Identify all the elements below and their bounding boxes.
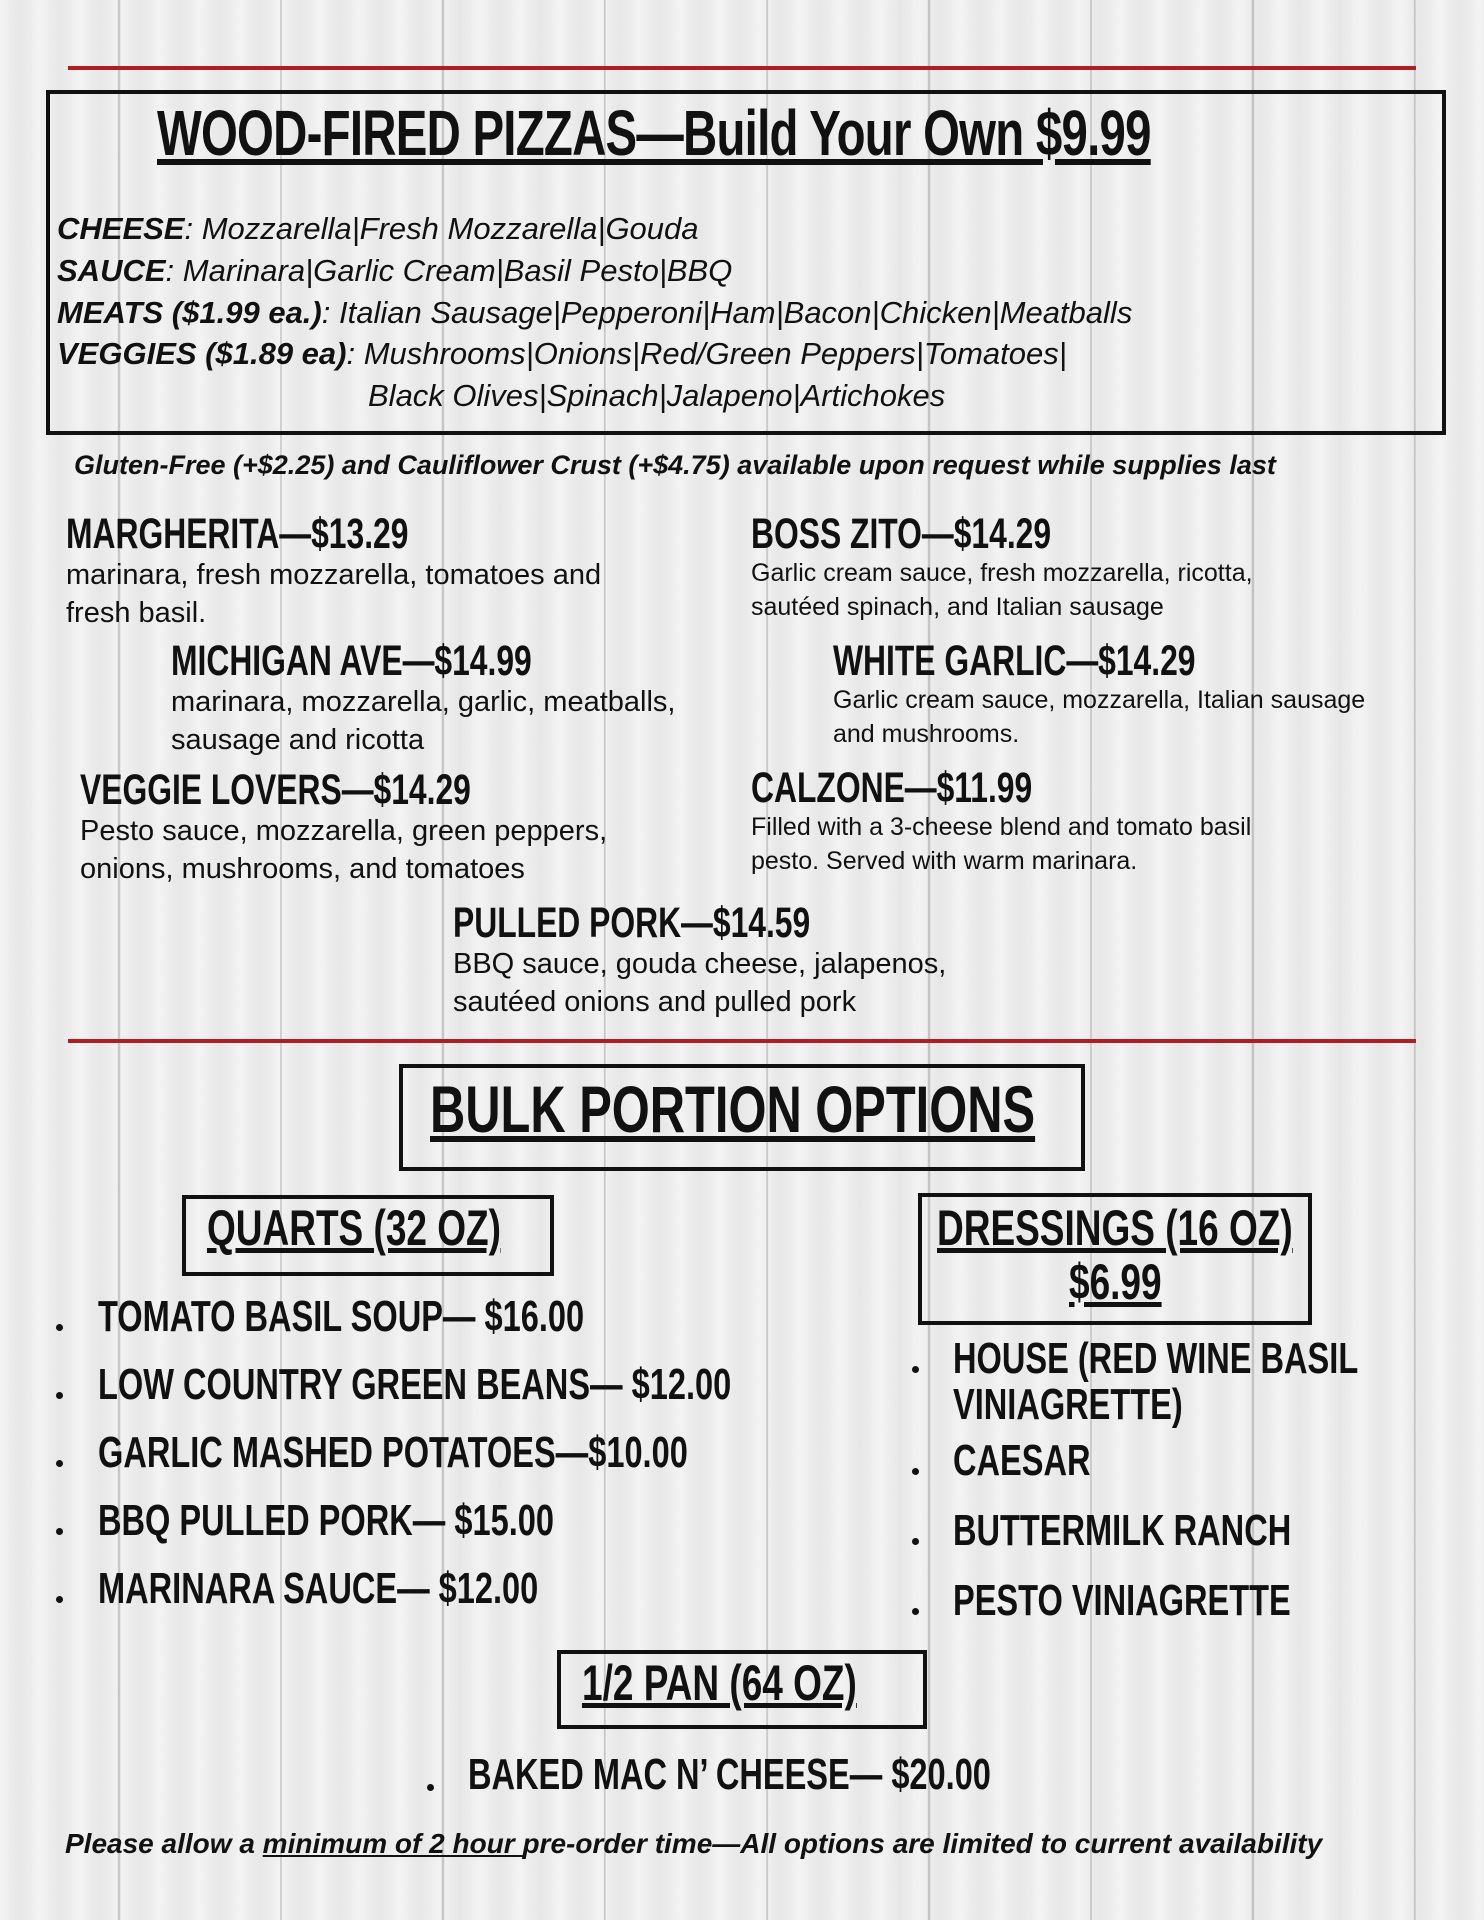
pizza-description: BBQ sauce, gouda cheese, jalapenos, sautéed onions and pulled pork — [453, 948, 947, 1018]
pizza-pulled-pork — [453, 899, 1093, 1021]
pizza-name: MARGHERITA—$13.29 — [66, 510, 409, 558]
pizza-description: marinara, fresh mozzarella, tomatoes and fresh basil. — [66, 559, 602, 629]
bullet — [56, 1460, 63, 1467]
bullet — [56, 1324, 63, 1331]
quarts-item: LOW COUNTRY GREEN BEANS— $12.00 — [98, 1360, 732, 1409]
pizza-description: Filled with a 3-cheese blend and tomato basil pesto. Served with warm marinara. — [751, 813, 1252, 875]
veggies-line-continued: Black Olives|Spinach|Jalapeno|Artichokes — [368, 378, 946, 413]
pizza-name: PULLED PORK—$14.59 — [453, 899, 811, 947]
pizza-name: BOSS ZITO—$14.29 — [751, 510, 1052, 558]
sauce-label: SAUCE — [57, 253, 166, 288]
sauce-options: Marinara|Garlic Cream|Basil Pesto|BBQ — [182, 253, 733, 288]
dressing-item: PESTO VINIAGRETTE — [953, 1576, 1291, 1625]
pizza-veggie-lovers — [80, 766, 720, 888]
pizza-description: Pesto sauce, mozzarella, green peppers, onions, mushrooms, and tomatoes — [80, 815, 608, 885]
half-pan-title: 1/2 PAN (64 OZ) — [582, 1655, 857, 1711]
pizza-name: MICHIGAN AVE—$14.99 — [171, 637, 532, 685]
middle-rule — [68, 1039, 1416, 1043]
pizza-michigan-ave — [171, 637, 811, 759]
meats-line: MEATS ($1.99 ea.): Italian Sausage|Pepperoni|Ham|Bacon|Chicken|Meatballs — [57, 295, 1133, 330]
top-rule — [68, 66, 1416, 70]
cheese-line: CHEESE: Mozzarella|Fresh Mozzarella|Gouda — [57, 211, 699, 246]
veggies-options: Mushrooms|Onions|Red/Green Peppers|Tomatoes| — [363, 336, 1067, 371]
meats-options: Italian Sausage|Pepperoni|Ham|Bacon|Chicken|Meatballs — [338, 295, 1133, 330]
pizza-description: Garlic cream sauce, fresh mozzarella, ricotta, sautéed spinach, and Italian sausage — [751, 559, 1253, 621]
half-pan-item: BAKED MAC N’ CHEESE— $20.00 — [468, 1750, 991, 1799]
quarts-title: QUARTS (32 OZ) — [207, 1200, 501, 1256]
sauce-line: SAUCE: Marinara|Garlic Cream|Basil Pesto|BBQ — [57, 253, 733, 288]
quarts-item: MARINARA SAUCE— $12.00 — [98, 1564, 539, 1613]
pizza-calzone — [751, 764, 1431, 878]
gluten-free-note: Gluten-Free (+$2.25) and Cauliflower Crust (+$4.75) available upon request while supplies last — [74, 450, 1276, 480]
preorder-minimum: minimum of 2 hour — [262, 1828, 523, 1859]
pizza-description: Garlic cream sauce, mozzarella, Italian sausage and mushrooms. — [833, 686, 1366, 748]
quarts-item: TOMATO BASIL SOUP— $16.00 — [98, 1292, 585, 1341]
bullet — [912, 1468, 919, 1475]
preorder-note: Please allow a minimum of 2 hour pre-order time—All options are limited to current availability — [65, 1828, 1323, 1859]
cheese-label: CHEESE — [57, 211, 185, 246]
dressing-item: CAESAR — [953, 1436, 1091, 1485]
bullet — [912, 1366, 919, 1373]
bullet — [912, 1538, 919, 1545]
bulk-title: BULK PORTION OPTIONS — [430, 1072, 1036, 1146]
pizza-white-garlic — [833, 637, 1453, 751]
quarts-item: BBQ PULLED PORK— $15.00 — [98, 1496, 554, 1545]
veggies-line: VEGGIES ($1.89 ea): Mushrooms|Onions|Red/Green Peppers|Tomatoes| — [57, 336, 1067, 371]
pizza-name: WHITE GARLIC—$14.29 — [833, 637, 1196, 685]
pizza-description: marinara, mozzarella, garlic, meatballs, sausage and ricotta — [171, 686, 676, 756]
veggies-label: VEGGIES ($1.89 ea) — [57, 336, 347, 371]
pizza-name: CALZONE—$11.99 — [751, 764, 1033, 812]
bullet — [56, 1596, 63, 1603]
pizza-boss-zito — [751, 510, 1431, 624]
pizza-name: VEGGIE LOVERS—$14.29 — [80, 766, 471, 814]
pizza-margherita — [66, 510, 706, 632]
quarts-item: GARLIC MASHED POTATOES—$10.00 — [98, 1428, 688, 1477]
cheese-options: Mozzarella|Fresh Mozzarella|Gouda — [201, 211, 699, 246]
bullet — [912, 1608, 919, 1615]
build-your-own-title: WOOD-FIRED PIZZAS—Build Your Own $9.99 — [157, 97, 1151, 169]
dressing-item: HOUSE (RED WINE BASIL VINIAGRETTE) — [953, 1334, 1359, 1429]
bullet — [56, 1392, 63, 1399]
bullet — [56, 1528, 63, 1535]
bullet — [427, 1784, 434, 1791]
dressing-item: BUTTERMILK RANCH — [953, 1506, 1292, 1555]
dressings-title: DRESSINGS (16 OZ) $6.99 — [937, 1200, 1293, 1310]
meats-label: MEATS ($1.99 ea.) — [57, 295, 322, 330]
